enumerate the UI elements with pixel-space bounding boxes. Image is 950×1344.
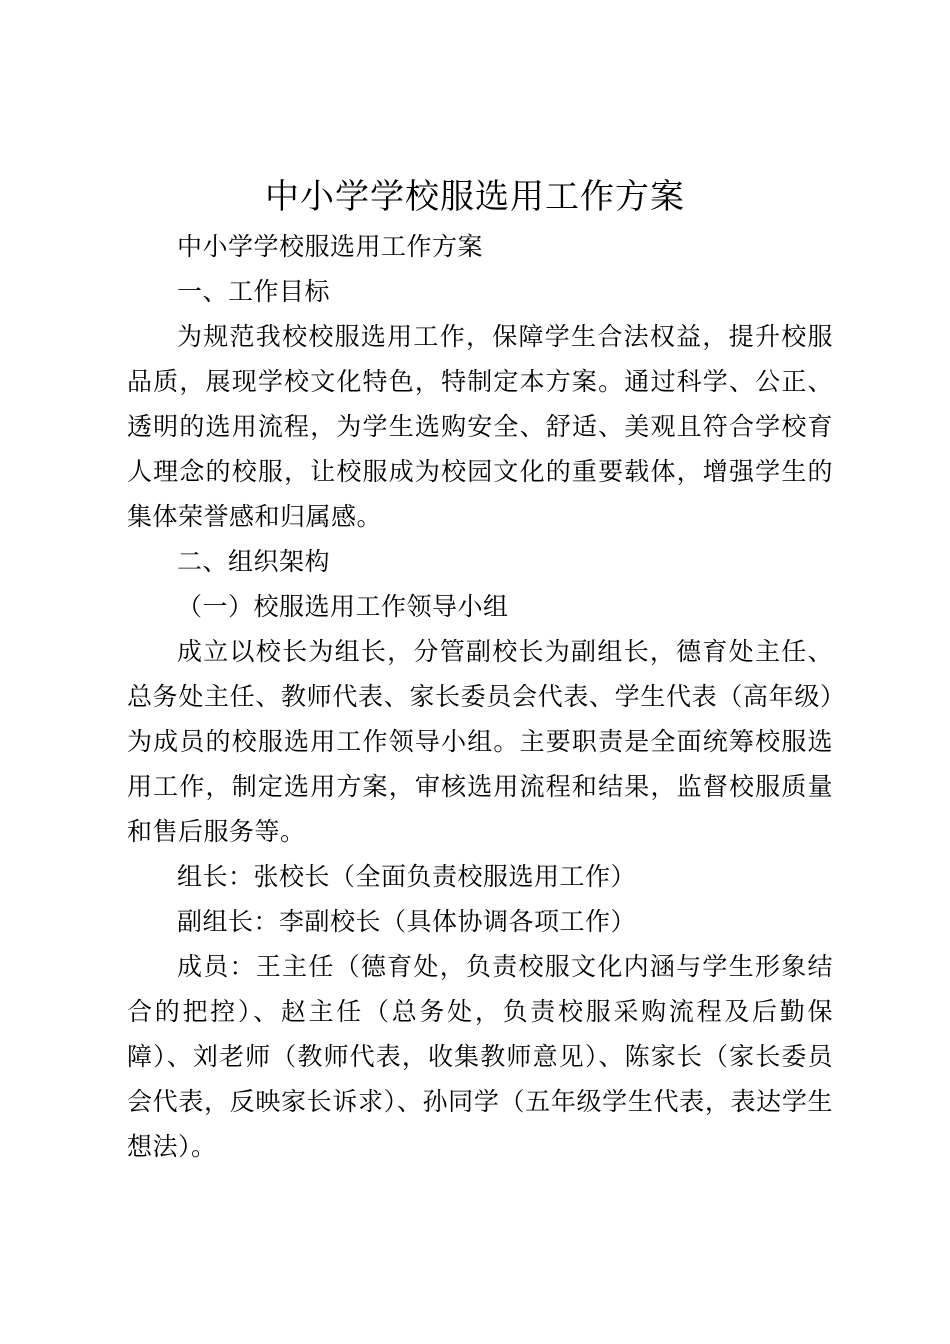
section-heading-organization: 二、组织架构 bbox=[177, 547, 331, 576]
leadership-group-paragraph: 成立以校长为组长，分管副校长为副组长，德育处主任、总务处主任、教师代表、家长委员会代表、学生代表（高年级）为成员的校服选用工作领导小组。主要职责是全面统筹校服选用工作，制定选用方案，审核选用流程和结果，监督校服质量和售后服务等。 bbox=[127, 637, 833, 846]
document-title: 中小学学校服选用工作方案 bbox=[265, 177, 685, 217]
subsection-heading-leadership-group: （一）校服选用工作领导小组 bbox=[177, 592, 509, 621]
subtitle-paragraph: 中小学学校服选用工作方案 bbox=[177, 232, 484, 261]
goals-paragraph: 为规范我校校服选用工作，保障学生合法权益，提升校服品质，展现学校文化特色，特制定本方案。通过科学、公正、透明的选用流程，为学生选购安全、舒适、美观且符合学校育人理念的校服，让校服成为校园文化的重要载体，增强学生的集体荣誉感和归属感。 bbox=[127, 322, 833, 531]
deputy-leader-line: 副组长：李副校长（具体协调各项工作） bbox=[177, 907, 637, 936]
group-leader-line: 组长：张校长（全面负责校服选用工作） bbox=[177, 862, 637, 891]
members-paragraph: 成员：王主任（德育处，负责校服文化内涵与学生形象结合的把控）、赵主任（总务处，负责校服采购流程及后勤保障）、刘老师（教师代表，收集教师意见）、陈家长（家长委员会代表，反映家长诉求）、孙同学（五年级学生代表，表达学生想法）。 bbox=[127, 952, 833, 1161]
document-body bbox=[127, 224, 833, 1169]
section-heading-goals: 一、工作目标 bbox=[177, 277, 331, 306]
